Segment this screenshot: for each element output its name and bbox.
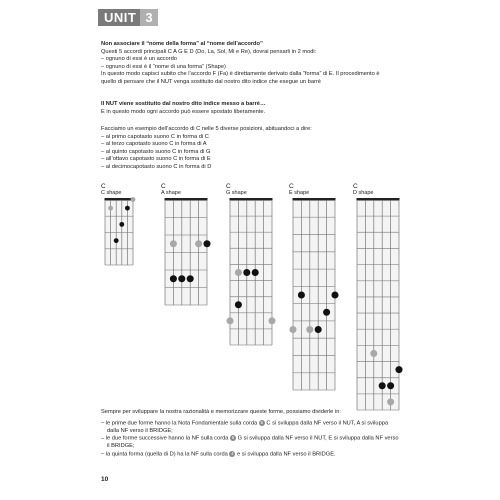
nut: [105, 198, 134, 201]
list-item: – ognuno di essi è il “nome di una forma” (Shape): [101, 64, 440, 72]
chord-name: C: [101, 183, 106, 190]
fretboard: [289, 197, 339, 392]
finger-dot: [178, 275, 185, 282]
finger-dot: [379, 382, 386, 389]
paragraph: Facciamo un esempio dell’accordo di C nelle 5 diverse posizioni, abituandoci a dire:: [101, 126, 312, 132]
root-dot: [289, 326, 296, 333]
string-number-badge: 4: [231, 450, 234, 456]
root-dot: [235, 269, 242, 276]
item-text: C si sviluppa dalla NF verso il NUT, A si sviluppa: [266, 420, 389, 427]
paragraph: Sempre per sviluppare la nostra razionalità e memorizzare queste forme, possiamo dividerle in:: [101, 409, 341, 415]
section-shape-names: [101, 41, 440, 87]
paragraph: In questo modo capisci subito che l’accordo F (Fa) è direttamente derivato dalla “forma” di E. Il procedimento è: [101, 71, 380, 78]
chord-name: C: [289, 183, 294, 190]
nut: [357, 198, 400, 201]
chord-diagram-d-shape: [353, 183, 403, 412]
list-item: – al decimocapotasto suono C in forma di D: [101, 164, 440, 172]
chord-diagram-g-shape: [226, 183, 276, 347]
nut: [293, 198, 336, 201]
chord-shape-label: G shape: [226, 190, 247, 196]
string-number-badge: 5: [260, 419, 264, 425]
list-item: – al quinto capotasto suono C in forma di G: [101, 149, 440, 157]
list-item: [101, 435, 440, 451]
fretboard-background: [357, 200, 399, 410]
item-text: dalla NF verso il BRIDGE;: [107, 427, 173, 434]
chord-diagram-a-shape: [161, 183, 211, 307]
nut: [165, 198, 208, 201]
root-dot: [131, 197, 136, 202]
chord-shape-label: C shape: [101, 190, 122, 196]
finger-dot: [298, 291, 305, 298]
finger-dot: [331, 291, 338, 298]
chord-shape-label: E shape: [289, 190, 310, 196]
fretboard: [161, 197, 211, 307]
string-number-badge: 6: [231, 435, 235, 441]
finger-dot: [315, 326, 322, 333]
list-item: – al primo capotasto suono C in forma di C: [101, 134, 440, 142]
item-text: G si sviluppa dalla NF verso il NUT, E si sviluppa dalla NF verso: [237, 435, 399, 442]
section-c-positions: [101, 126, 440, 172]
finger-dot: [114, 238, 119, 243]
chord-shape-label: A shape: [161, 190, 181, 196]
unit-label: UNIT: [104, 10, 137, 25]
chord-name: C: [353, 183, 358, 190]
chord-diagram-e-shape: [289, 183, 339, 392]
root-dot: [387, 398, 394, 405]
fretboard: [101, 197, 137, 267]
item-text: e si sviluppa dalla NF verso il BRIDGE.: [236, 451, 336, 458]
nut: [230, 198, 273, 201]
list-item: – all’ottavo capotasto suono C in forma di E: [101, 156, 440, 164]
finger-dot: [243, 269, 250, 276]
unit-badge: [98, 9, 158, 26]
chord-diagram-c-shape: [101, 183, 137, 267]
section-heading: Il NUT viene sostituito dal nostro dito indice messo a barrè…: [101, 101, 266, 107]
paragraph: quello di pensare che il NUT venga sostituito dal nostro dito indice che esegue un barrè: [101, 78, 321, 85]
finger-dot: [252, 269, 259, 276]
fretboard: [353, 197, 403, 412]
item-text: le due forme successive hanno la NF sulla corda: [105, 435, 229, 442]
chord-name: C: [226, 183, 231, 190]
root-dot: [108, 206, 113, 211]
list-item: [101, 451, 440, 459]
section-summary: [101, 409, 440, 459]
finger-dot: [323, 309, 330, 316]
section-nut-replaced: [101, 101, 440, 116]
fretboard: [226, 197, 276, 347]
page-number: 10: [101, 476, 109, 483]
root-dot: [268, 317, 275, 324]
paragraph: E in questo modo ogni accordo può essere spostato liberamente.: [101, 108, 266, 115]
root-dot: [170, 240, 177, 247]
root-dot: [306, 326, 313, 333]
list: [101, 134, 440, 172]
list: [101, 56, 440, 71]
root-dot: [370, 350, 377, 357]
finger-dot: [387, 382, 394, 389]
finger-dot: [395, 366, 402, 373]
paragraph: Questi 5 accordi principali C A G E D (Do, La, Sol, Mi e Re), dovrai pensarli in 2 modi:: [101, 48, 317, 55]
item-text: le prime due forme hanno la Nota Fondamentale sulla corda: [105, 420, 258, 427]
list-item: – al terzo capotasto suono C in forma di A: [101, 141, 440, 149]
chord-name: C: [161, 183, 166, 190]
root-dot: [226, 317, 233, 324]
section-heading: Non associare il “nome della forma” al “nome dell’accordo”: [101, 41, 263, 47]
finger-dot: [170, 275, 177, 282]
item-text: il BRIDGE;: [107, 443, 135, 450]
item-text: la quinta forma (quella di D) ha la NF sulla corda: [105, 451, 228, 458]
finger-dot: [187, 275, 194, 282]
chord-shape-label: D shape: [353, 190, 374, 196]
finger-dot: [119, 222, 124, 227]
finger-dot: [125, 206, 130, 211]
list: [101, 420, 440, 459]
unit-number: 3: [140, 9, 158, 26]
finger-dot: [235, 301, 242, 308]
list-item: [101, 420, 440, 436]
root-dot: [195, 240, 202, 247]
list-item: – ognuno di essi è un accordo: [101, 56, 440, 64]
finger-dot: [203, 240, 210, 247]
